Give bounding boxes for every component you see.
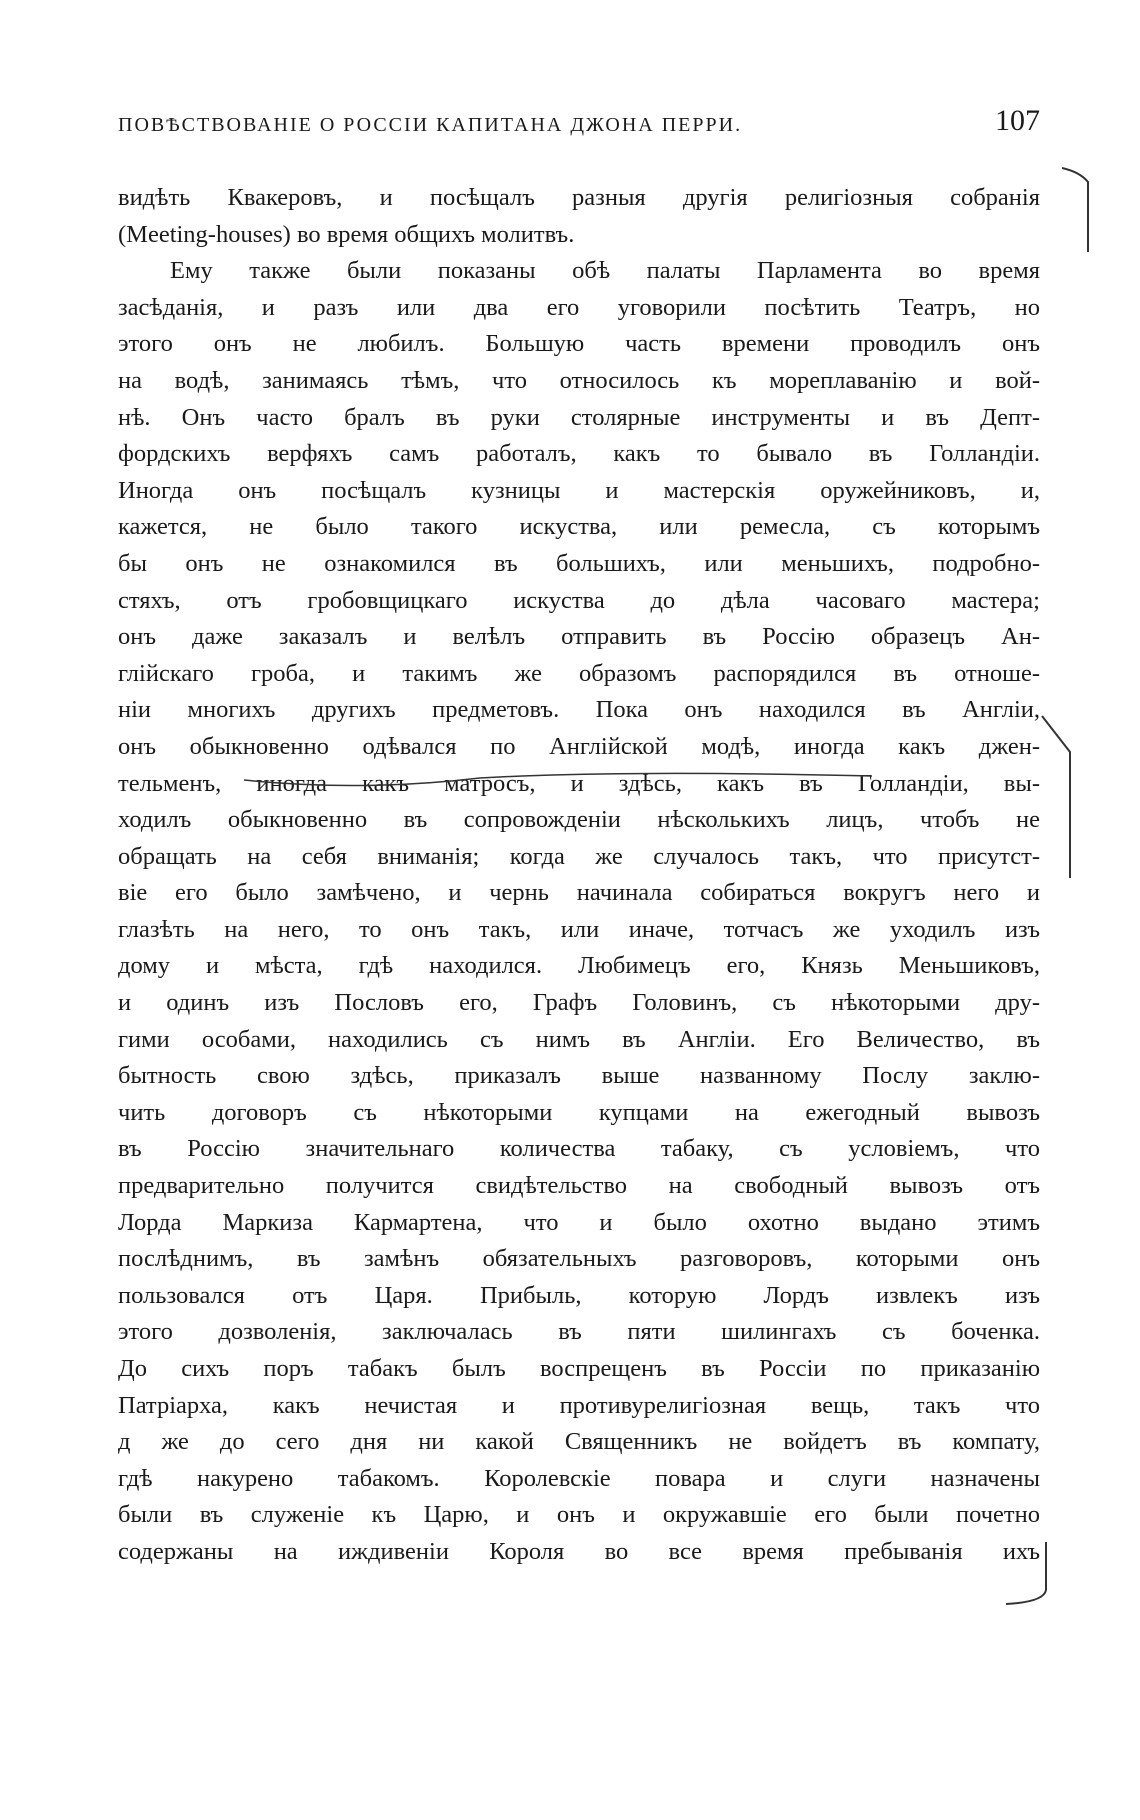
- text-line: засѣданія, и разъ или два его уговорили посѣтить Театръ, но: [118, 293, 1040, 321]
- text-line: Лорда Маркиза Кармартена, что и было охотно выдано этимъ: [118, 1208, 1040, 1236]
- text-line: видѣть Квакеровъ, и посѣщалъ разныя другія религіозныя собранія: [118, 184, 1040, 211]
- page-header: [0, 104, 1040, 144]
- text-line: кажется, не было такого искуства, или ремесла, съ которымъ: [118, 513, 1040, 541]
- text-line: содержаны на иждивеніи Короля во все время пребыванія ихъ: [118, 1537, 1040, 1565]
- body-text: [118, 180, 1040, 1571]
- margin-bracket-bottom: [1000, 1540, 1060, 1610]
- text-line: гими особами, находились съ нимъ въ Англіи. Его Величество, въ: [118, 1025, 1040, 1053]
- text-line: Патріарха, какъ нечистая и противурелигіозная вещь, такъ что: [118, 1391, 1040, 1419]
- underline-mark: [240, 770, 880, 800]
- text-line: этого онъ не любилъ. Большую часть времени проводилъ онъ: [118, 330, 1040, 358]
- text-line: чить договоръ съ нѣкоторыми купцами на ежегодный вывозъ: [118, 1098, 1040, 1126]
- text-line: послѣднимъ, въ замѣнъ обязательныхъ разговоровъ, которыми онъ: [118, 1245, 1040, 1273]
- text-line: ходилъ обыкновенно въ сопровожденіи нѣсколькихъ лицъ, чтобъ не: [118, 806, 1040, 834]
- text-line: (Meeting-houses) во время общихъ молитвъ.: [118, 220, 575, 248]
- page-number: 107: [995, 104, 1040, 137]
- text-line: д же до сего дня ни какой Священникъ не войдетъ въ компату,: [118, 1428, 1040, 1456]
- text-line: были въ служеніе къ Царю, и онъ и окружавшіе его были почетно: [118, 1501, 1040, 1529]
- text-line: нѣ. Онъ часто бралъ въ руки столярные инструменты и въ Депт-: [118, 403, 1040, 431]
- text-line: бы онъ не ознакомился въ большихъ, или меньшихъ, подробно-: [118, 549, 1040, 577]
- text-line: на водѣ, занимаясь тѣмъ, что относилось къ мореплаванію и вой-: [118, 366, 1040, 394]
- text-line: онъ обыкновенно одѣвался по Англійской модѣ, иногда какъ джен-: [118, 732, 1040, 760]
- text-line: пользовался отъ Царя. Прибыль, которую Лордъ извлекъ изъ: [118, 1281, 1040, 1309]
- text-line: бытность свою здѣсь, приказалъ выше названному Послу заклю-: [118, 1062, 1040, 1090]
- text-line: дому и мѣста, гдѣ находился. Любимецъ его, Князь Меньшиковъ,: [118, 952, 1040, 980]
- text-line: обращать на себя вниманія; когда же случалось такъ, что присутст-: [118, 842, 1040, 870]
- text-line: фордскихъ верфяхъ самъ работалъ, какъ то бывало въ Голландіи.: [118, 440, 1040, 468]
- text-line: и одинъ изъ Пословъ его, Графъ Головинъ, съ нѣкоторыми дру-: [118, 989, 1040, 1017]
- text-line: Ему также были показаны обѣ палаты Парламента во время: [170, 257, 1040, 285]
- text-line: глазѣть на него, то онъ такъ, или иначе, тотчасъ же уходилъ изъ: [118, 915, 1040, 943]
- text-line: глійскаго гроба, и такимъ же образомъ распорядился въ отноше-: [118, 659, 1040, 687]
- margin-bracket-top: [1060, 160, 1100, 260]
- text-line: стяхъ, отъ гробовщицкаго искуства до дѣла часоваго мастера;: [118, 586, 1040, 614]
- text-line: віе его было замѣчено, и чернь начинала собираться вокругъ него и: [118, 879, 1040, 907]
- text-line: этого дозволенія, заключалась въ пяти шилингахъ съ боченка.: [118, 1318, 1040, 1346]
- text-line: предварительно получится свидѣтельство на свободный вывозъ отъ: [118, 1172, 1040, 1200]
- text-line: Иногда онъ посѣщалъ кузницы и мастерскія оружейниковъ, и,: [118, 476, 1040, 504]
- text-line: онъ даже заказалъ и велѣлъ отправить въ Россію образецъ Ан-: [118, 623, 1040, 651]
- running-title: ПОВѢСТВОВАНІЕ О РОССІИ КАПИТАНА ДЖОНА ПЕРРИ.: [118, 114, 743, 136]
- margin-bracket-middle: [1040, 712, 1100, 882]
- text-line: ніи многихъ другихъ предметовъ. Пока онъ находился въ Англіи,: [118, 696, 1040, 724]
- text-line: тельменъ, иногда какъ матросъ, и здѣсь, какъ въ Голландіи, вы-: [118, 769, 1040, 797]
- text-line: До сихъ поръ табакъ былъ воспрещенъ въ Россіи по приказанію: [118, 1355, 1040, 1382]
- text-line: въ Россію значительнаго количества табаку, съ условіемъ, что: [118, 1135, 1040, 1163]
- text-line: гдѣ накурено табакомъ. Королевскіе повара и слуги назначены: [118, 1464, 1040, 1492]
